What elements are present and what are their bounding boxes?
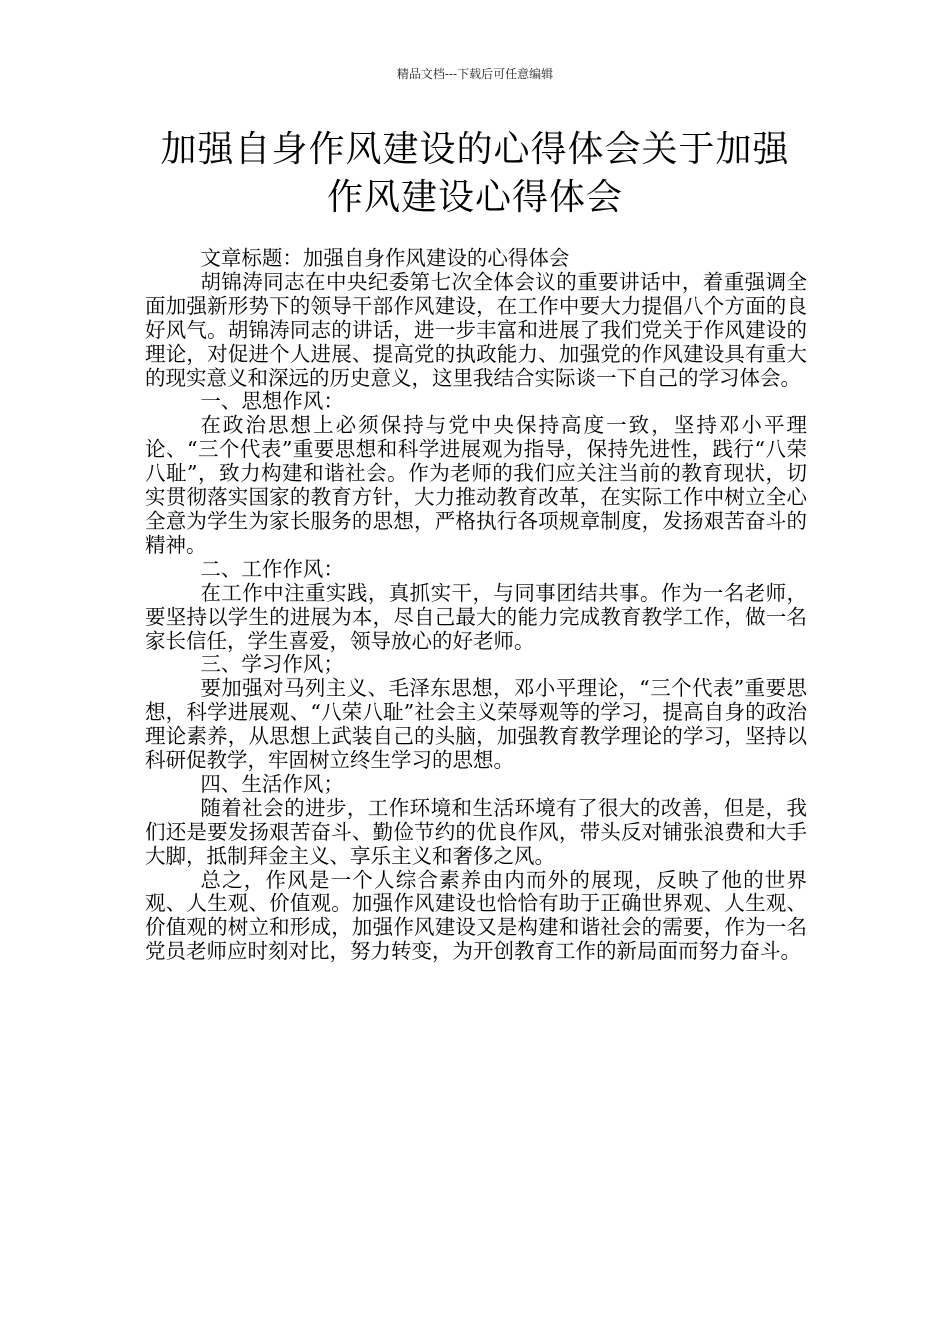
- article-title-line: 文章标题：加强自身作风建设的心得体会: [200, 246, 570, 270]
- body-paragraph: 胡锦涛同志在中央纪委第七次全体会议的重要讲话中，着重强调全面加强新形势下的领导干部作风建设，在工作中要大力提倡八个方面的良好风气。胡锦涛同志的讲话，进一步丰富和进展了我们党关于作风建设的理论，对促进个人进展、提高党的执政能力、加强党的作风建设具有重大的现实意义和深远的历史意义，这里我结合实际谈一下自己的学习体会。: [145, 269, 807, 390]
- body-paragraph: 在政治思想上必须保持与党中央保持高度一致，坚持邓小平理论、“三个代表”重要思想和科学进展观为指导，保持先进性，践行“八荣八耻”，致力构建和谐社会。作为老师的我们应关注当前的教育现状，切实贯彻落实国家的教育方针，大力推动教育改革，在实际工作中树立全心全意为学生为家长服务的思想，严格执行各项规章制度，发扬艰苦奋斗的精神。: [145, 413, 807, 557]
- conclusion-paragraph: 总之，作风是一个人综合素养由内而外的展现，反映了他的世界观、人生观、价值观。加强作风建设也恰恰有助于正确世界观、人生观、价值观的树立和形成，加强作风建设又是构建和谐社会的需要，作为一名党员老师应时刻对比，努力转变，为开创教育工作的新局面而努力奋斗。: [145, 867, 807, 964]
- document-body: [145, 247, 807, 964]
- section-heading: 二、工作作风：: [200, 556, 344, 581]
- section-heading: 一、思想作风：: [200, 389, 344, 414]
- page-header: 精品文档---下载后可任意编辑: [396, 67, 554, 81]
- section-heading: 四、生活作风；: [200, 771, 344, 796]
- body-paragraph: 在工作中注重实践，真抓实干，与同事团结共事。作为一名老师，要坚持以学生的进展为本，尽自己最大的能力完成教育教学工作，做一名家长信任，学生喜爱，领导放心的好老师。: [145, 580, 807, 653]
- document-title: 加强自身作风建设的心得体会关于加强作风建设心得体会: [160, 129, 790, 218]
- body-paragraph: 随着社会的进步，工作环境和生活环境有了很大的改善，但是，我们还是要发扬艰苦奋斗、勤俭节约的优良作风，带头反对铺张浪费和大手大脚，抵制拜金主义、享乐主义和奢侈之风。: [145, 795, 807, 868]
- body-paragraph: 要加强对马列主义、毛泽东思想，邓小平理论，“三个代表”重要思想，科学进展观、“八荣八耻”社会主义荣辱观等的学习，提高自身的政治理论素养，从思想上武装自己的头脑，加强教育教学理论的学习，坚持以科研促教学，牢固树立终生学习的思想。: [145, 676, 807, 773]
- section-heading: 三、学习作风；: [200, 652, 344, 677]
